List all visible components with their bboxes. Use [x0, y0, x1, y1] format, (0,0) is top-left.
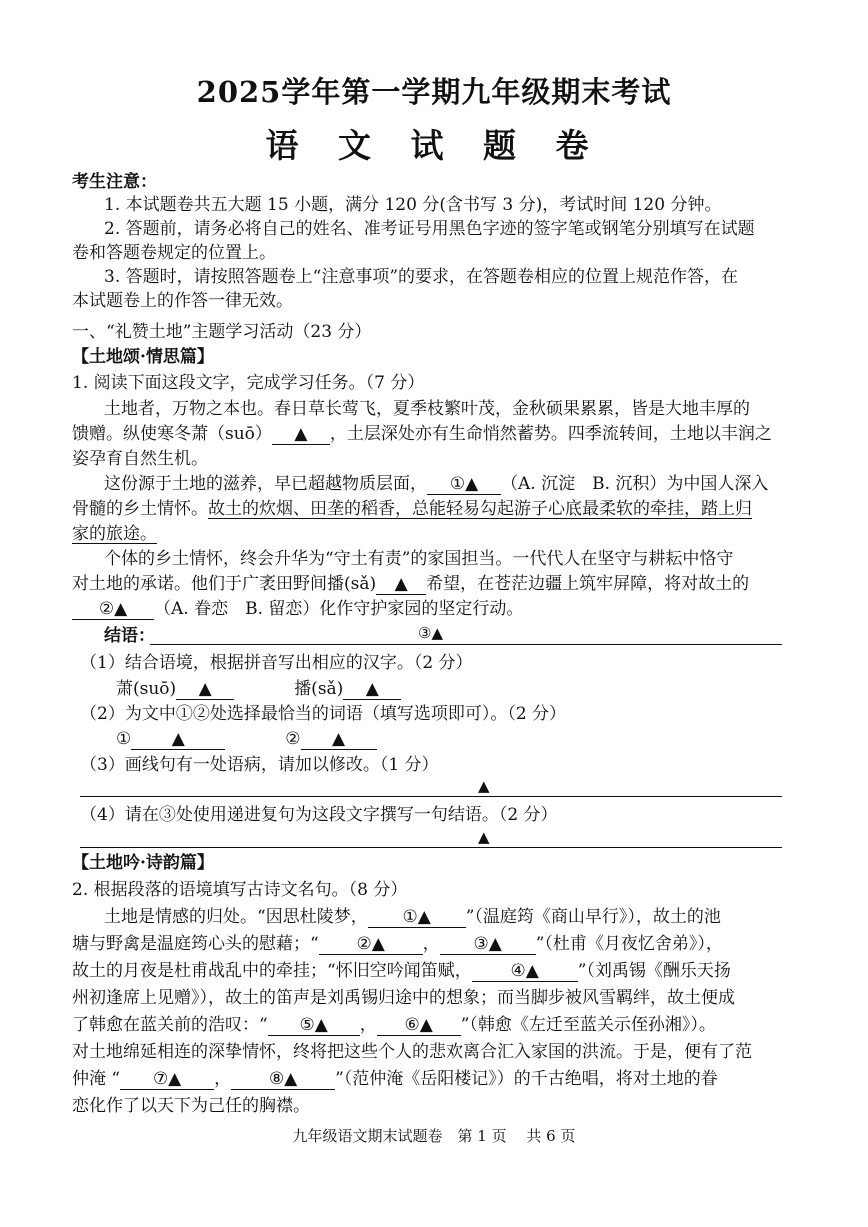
poetry-line: 土地是情感的归处。“因思杜陵梦， ①▲ ”（温庭筠《商山早行》），故土的池: [104, 907, 721, 927]
part1-heading: 【土地颂·情思篇】: [72, 347, 214, 367]
answer-blank[interactable]: ▲: [376, 574, 426, 595]
sub-question-1-answers: 萧(suō) ▲ 播(sǎ) ▲: [116, 677, 836, 701]
poetry-line: 恋化作了以天下为己任的胸襟。: [72, 1096, 310, 1116]
passage-line: 土地者，万物之本也。春日草长莺飞，夏季枝繁叶茂，金秋硕果累累，皆是大地丰厚的: [104, 399, 750, 419]
sub-question-3: （3）画线句有一处语病，请加以修改。（1 分）: [80, 755, 439, 775]
poetry-line: 州初逢席上见赠》），故土的笛声是刘禹锡归途中的想象；而当脚步被风雪羁绊，故土便成: [72, 988, 735, 1008]
answer-blank-2[interactable]: ②▲: [72, 599, 154, 620]
poem-blank-8[interactable]: ⑧▲: [231, 1069, 335, 1090]
notice-heading: 考生注意：: [72, 172, 157, 192]
question-2: 2. 根据段落的语境填写古诗文名句。（8 分）: [72, 880, 408, 900]
answer-line-4[interactable]: [80, 847, 782, 848]
answer-blank-suo[interactable]: ▲: [176, 679, 234, 700]
passage-line: 个体的乡土情怀，终会升华为“守土有责”的家国担当。一代代人在坚守与耕耘中恪守: [104, 549, 734, 569]
answer-marker: ▲: [478, 828, 490, 846]
poetry-line: 塘与野禽是温庭筠心头的慰藉；“ ②▲ ， ③▲ ”（杜甫《月夜忆舍弟》），: [72, 934, 723, 954]
sub-question-2: （2）为文中①②处选择最恰当的词语（填写选项即可）。（2 分）: [80, 704, 567, 724]
poem-blank-7[interactable]: ⑦▲: [120, 1069, 214, 1090]
passage-line: 姿孕育自然生机。: [72, 449, 208, 469]
notice-item-1: 1. 本试题卷共五大题 15 小题，满分 120 分(含书写 3 分)，考试时间 120 分钟。: [104, 195, 722, 215]
notice-item-3b: 本试题卷上的作答一律无效。: [72, 291, 293, 311]
underlined-sentence-end: 家的旅途。: [72, 524, 157, 544]
poetry-line: 故土的月夜是杜甫战乱中的牵挂；“怀旧空吟闻笛赋， ④▲ ”（刘禹锡《酬乐天扬: [72, 961, 731, 981]
poetry-line: 仲淹 “ ⑦▲ ， ⑧▲ ”（范仲淹《岳阳楼记》）的千古绝唱，将对土地的眷: [72, 1069, 718, 1089]
answer-blank-1-choice[interactable]: ▲: [131, 729, 225, 750]
answer-line-3[interactable]: [80, 796, 782, 797]
poem-blank-1[interactable]: ①▲: [368, 907, 466, 928]
part2-heading: 【土地吟·诗韵篇】: [72, 853, 214, 873]
conclusion-label: 结语：: [104, 626, 155, 646]
sub-question-1: （1）结合语境，根据拼音写出相应的汉字。（2 分）: [80, 653, 473, 673]
sub-question-2-answers: ① ▲ ② ▲: [116, 727, 836, 751]
conclusion-answer-line[interactable]: [150, 644, 782, 645]
poetry-line: 了韩愈在蓝关前的浩叹：“ ⑤▲ ， ⑥▲ ”（韩愈《左迁至蓝关示侄孙湘》）。: [72, 1015, 716, 1035]
passage-line: 这份源于土地的滋养，早已超越物质层面， ①▲ （A. 沉淀 B. 沉积）为中国人深入: [104, 474, 769, 494]
paper-subtitle: 语 文 试 题 卷: [265, 126, 603, 165]
answer-blank[interactable]: ▲: [272, 424, 330, 445]
passage-line: ②▲ （A. 眷恋 B. 留恋）化作守护家园的坚定行动。: [72, 597, 792, 621]
poem-blank-4[interactable]: ④▲: [472, 961, 578, 982]
notice-item-3a: 3. 答题时，请按照答题卷上“注意事项”的要求，在答题卷相应的位置上规范作答，在: [104, 267, 739, 287]
passage-line: 骨髓的乡土情怀。故土的炊烟、田垄的稻香，总能轻易勾起游子心底最柔软的牵挂，踏上归: [72, 499, 752, 519]
notice-item-2b: 卷和答题卷规定的位置上。: [72, 243, 276, 263]
answer-blank-sa[interactable]: ▲: [343, 679, 401, 700]
passage-line: 馈赠。纵使寒冬萧（suō） ▲ ，土层深处亦有生命悄然蓄势。四季流转间，土地以丰润之: [72, 424, 772, 444]
exam-title: 2025学年第一学期九年级期末考试: [196, 75, 672, 109]
answer-blank-2-choice[interactable]: ▲: [301, 729, 377, 750]
poem-blank-5[interactable]: ⑤▲: [268, 1015, 360, 1036]
page-footer: 九年级语文期末试题卷 第 1 页 共 6 页: [292, 1127, 576, 1145]
answer-marker: ▲: [478, 777, 490, 795]
poem-blank-3[interactable]: ③▲: [440, 934, 536, 955]
question-1: 1. 阅读下面这段文字，完成学习任务。（7 分）: [72, 373, 425, 393]
underlined-sentence: 故土的炊烟、田垄的稻香，总能轻易勾起游子心底最柔软的牵挂，踏上归: [208, 499, 752, 519]
sub-question-4: （4）请在③处使用递进复句为这段文字撰写一句结语。（2 分）: [80, 805, 558, 825]
poetry-line: 对土地绵延相连的深挚情怀，终将把这些个人的悲欢离合汇入家国的洪流。于是，便有了范: [72, 1042, 752, 1062]
passage-line: 对土地的承诺。他们于广袤田野间播(sǎ) ▲ 希望，在苍茫边疆上筑牢屏障，将对故土的: [72, 574, 750, 594]
poem-blank-2[interactable]: ②▲: [319, 934, 423, 955]
section-heading: 一、“礼赞土地”主题学习活动（23 分）: [72, 322, 372, 342]
notice-item-2a: 2. 答题前，请务必将自己的姓名、准考证号用黑色字迹的签字笔或钢笔分别填写在试题: [104, 219, 755, 239]
answer-blank-1[interactable]: ①▲: [427, 474, 501, 495]
conclusion-blank-marker: ③▲: [418, 624, 443, 642]
poem-blank-6[interactable]: ⑥▲: [377, 1015, 461, 1036]
